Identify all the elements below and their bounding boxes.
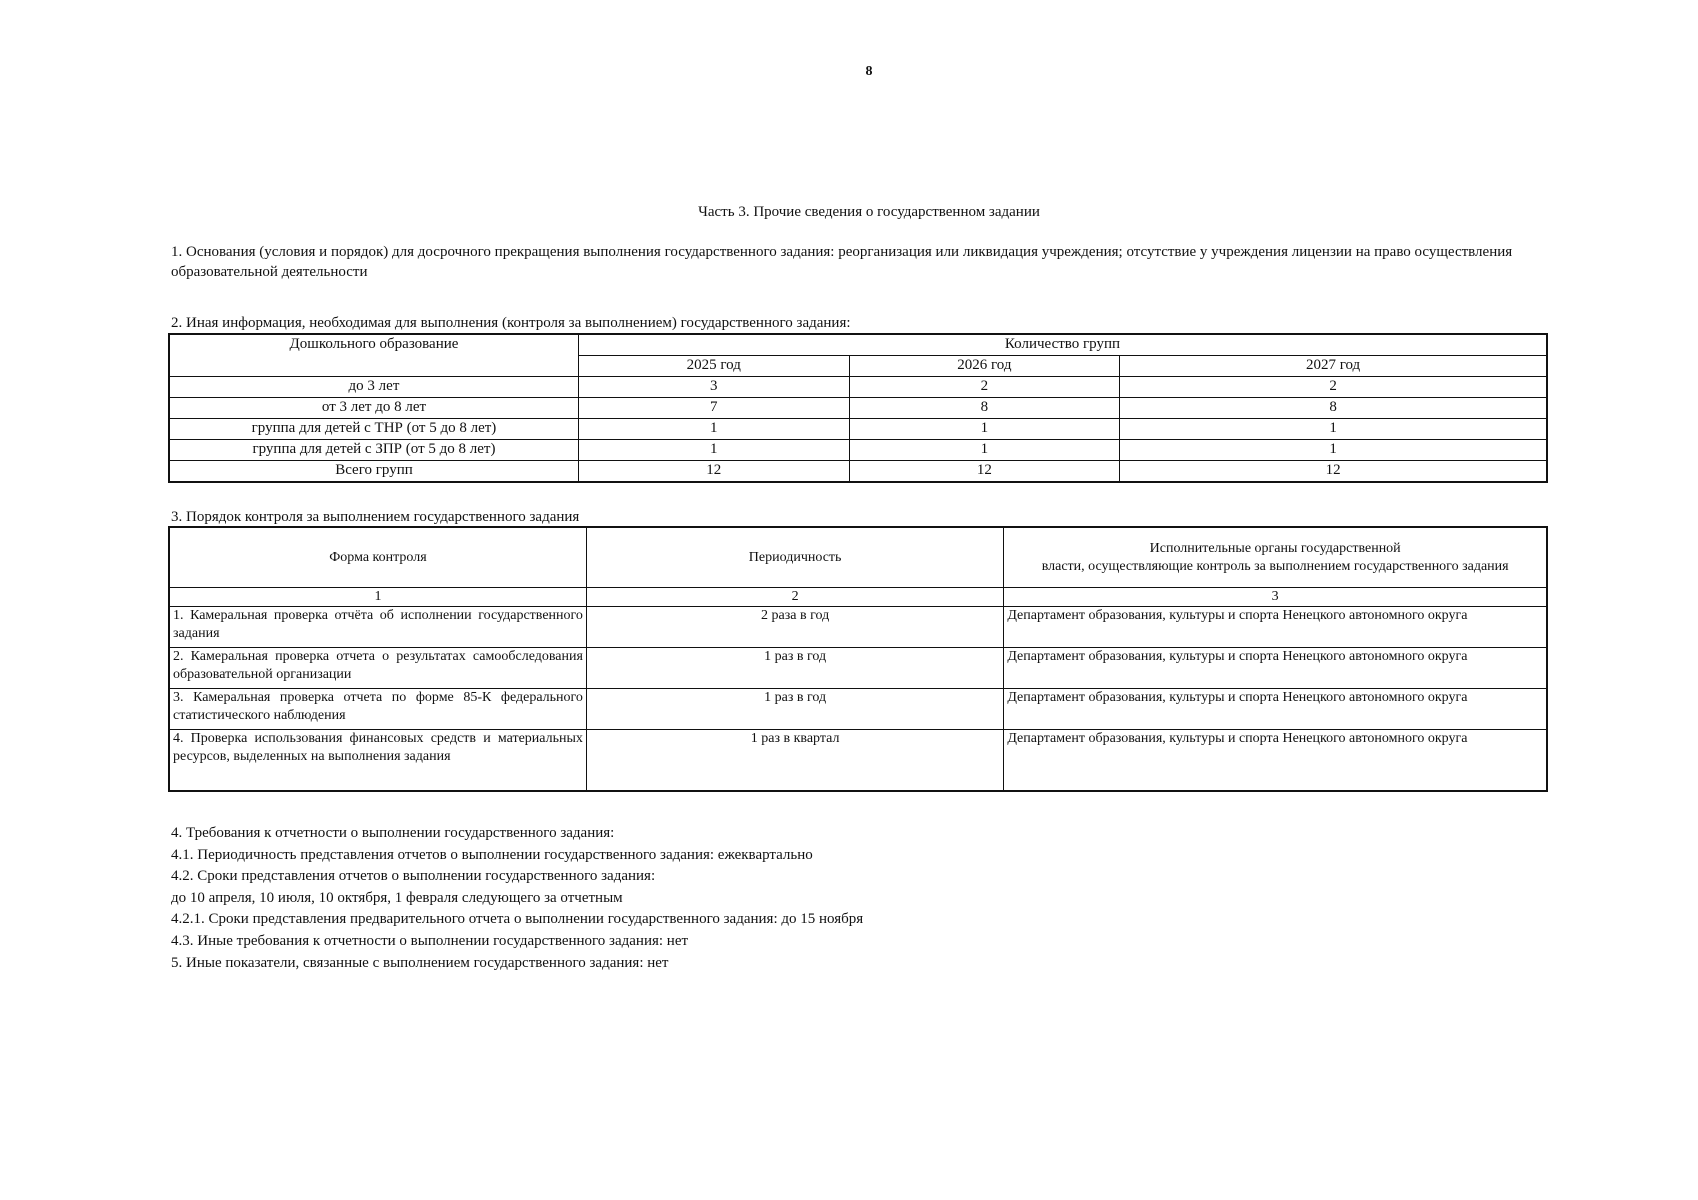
period-header: Периодичность (586, 527, 1003, 588)
groups-count-header: Количество групп (578, 334, 1547, 356)
requirement-line: до 10 апреля, 10 июля, 10 октября, 1 февраля следующего за отчетным (171, 889, 623, 906)
table-row (169, 607, 1547, 648)
page-number: 8 (865, 64, 873, 79)
authority-header-line2: власти, осуществляющие контроль за выполнением государственного задания (1041, 558, 1509, 574)
requirement-line: 4. Требования к отчетности о выполнении государственного задания: (171, 825, 615, 841)
row-label: группа для детей с ТНР (от 5 до 8 лет) (169, 419, 578, 440)
cell-value: 1 (849, 440, 1120, 461)
authority-cell: Департамент образования, культуры и спорта Ненецкого автономного округа (1004, 730, 1547, 792)
groups-table-header (169, 334, 1547, 356)
col-number: 1 (169, 588, 586, 607)
authority-cell: Департамент образования, культуры и спорта Ненецкого автономного округа (1004, 607, 1547, 648)
row-label: Всего групп (169, 461, 578, 483)
authority-header-line1: Исполнительные органы государственной (1149, 540, 1401, 556)
year-2026-header: 2026 год (849, 356, 1120, 377)
requirement-line: 4.2.1. Сроки представления предварительного отчета о выполнении государственного задания: до 15 ноября (171, 911, 864, 928)
cell-value: 2 (1120, 377, 1547, 398)
col-number: 3 (1004, 588, 1547, 607)
row-label: от 3 лет до 8 лет (169, 398, 578, 419)
table-row (169, 419, 1547, 440)
cell-value: 1 (1120, 419, 1547, 440)
row-label: группа для детей с ЗПР (от 5 до 8 лет) (169, 440, 578, 461)
form-header: Форма контроля (169, 527, 586, 588)
cell-value: 7 (578, 398, 849, 419)
control-table-header (169, 527, 1547, 588)
cell-value: 1 (849, 419, 1120, 440)
year-2027-header: 2027 год (1120, 356, 1547, 377)
period-cell: 2 раза в год (586, 607, 1003, 648)
row-label: до 3 лет (169, 377, 578, 398)
period-cell: 1 раз в квартал (586, 730, 1003, 792)
form-cell: 2. Камеральная проверка отчета о результатах самообследования образовательной организации (169, 648, 586, 689)
part-title: Часть 3. Прочие сведения о государственном задании (698, 204, 1040, 220)
table-row (169, 689, 1547, 730)
section1-text: 1. Основания (условия и порядок) для досрочного прекращения выполнения государственного задания: реорганизация или ликвидация учреждения; отсутствие у учреждения лицензии на право осуществления образовательной деятельности (171, 244, 1513, 280)
year-2025-header: 2025 год (578, 356, 849, 377)
table-row (169, 398, 1547, 419)
cell-value: 1 (1120, 440, 1547, 461)
form-cell: 1. Камеральная проверка отчёта об исполнении государственного задания (169, 607, 586, 648)
authority-cell: Департамент образования, культуры и спорта Ненецкого автономного округа (1004, 648, 1547, 689)
form-cell: 3. Камеральная проверка отчета по форме 85-К федерального статистического наблюдения (169, 689, 586, 730)
cell-value: 3 (578, 377, 849, 398)
table-row (169, 648, 1547, 689)
authority-cell: Департамент образования, культуры и спорта Ненецкого автономного округа (1004, 689, 1547, 730)
col-number: 2 (586, 588, 1003, 607)
requirement-line: 5. Иные показатели, связанные с выполнением государственного задания: нет (171, 954, 669, 971)
requirement-line: 4.3. Иные требования к отчетности о выполнении государственного задания: нет (171, 932, 689, 949)
section2-title: 2. Иная информация, необходимая для выполнения (контроля за выполнением) государственного задания: (171, 315, 851, 331)
cell-value: 12 (1120, 461, 1547, 483)
requirement-line: 4.2. Сроки представления отчетов о выполнении государственного задания: (171, 868, 656, 885)
cell-value: 12 (578, 461, 849, 483)
cell-value: 8 (849, 398, 1120, 419)
cell-value: 8 (1120, 398, 1547, 419)
table-row (169, 377, 1547, 398)
requirement-line: 4.1. Периодичность представления отчетов о выполнении государственного задания: ежеквартально (171, 846, 813, 863)
table-row (169, 440, 1547, 461)
groups-table (168, 333, 1548, 483)
cell-value: 1 (578, 440, 849, 461)
section3-title: 3. Порядок контроля за выполнением государственного задания (171, 509, 580, 525)
authority-header (1004, 527, 1547, 588)
table-row (169, 730, 1547, 792)
form-cell: 4. Проверка использования финансовых средств и материальных ресурсов, выделенных на выполнения задания (169, 730, 586, 792)
cell-value: 12 (849, 461, 1120, 483)
period-cell: 1 раз в год (586, 648, 1003, 689)
groups-col1-header: Дошкольного образование (169, 334, 578, 377)
table-row-total (169, 461, 1547, 483)
cell-value: 1 (578, 419, 849, 440)
period-cell: 1 раз в год (586, 689, 1003, 730)
control-table (168, 526, 1548, 792)
requirements-block (171, 823, 1551, 974)
column-numbers-row (169, 588, 1547, 607)
cell-value: 2 (849, 377, 1120, 398)
